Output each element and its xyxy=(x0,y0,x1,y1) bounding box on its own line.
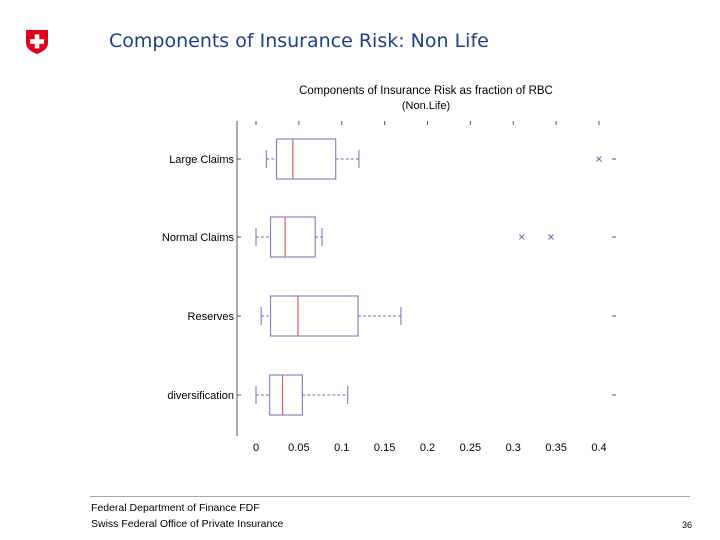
outlier-point xyxy=(519,235,524,240)
category-label: Large Claims xyxy=(169,154,234,166)
box-diversification xyxy=(167,375,616,415)
x-tick-label: 0.3 xyxy=(505,442,521,454)
x-tick-label: 0.4 xyxy=(591,442,607,454)
category-label: Normal Claims xyxy=(161,232,234,244)
box-iqr xyxy=(271,217,316,257)
box-normal-claims xyxy=(162,217,616,257)
x-tick-label: 0.35 xyxy=(545,442,567,454)
x-tick-label: 0.05 xyxy=(288,442,310,454)
outlier-point xyxy=(548,235,553,240)
x-tick-label: 0.25 xyxy=(459,442,482,454)
x-tick-label: 0 xyxy=(252,442,260,454)
top-tick-marks xyxy=(256,121,599,125)
footer-office: Swiss Federal Office of Private Insurance xyxy=(91,518,284,530)
footer-department: Federal Department of Finance FDF xyxy=(91,502,260,514)
page-title: Components of Insurance Risk: Non Life xyxy=(109,30,489,52)
page-number: 36 xyxy=(681,520,692,530)
category-label: Reserves xyxy=(187,311,234,323)
footer-divider xyxy=(90,496,690,497)
box-iqr xyxy=(270,375,303,415)
x-tick-labels xyxy=(253,442,607,454)
x-tick-label: 0.15 xyxy=(373,442,396,454)
x-tick-label: 0.2 xyxy=(419,442,436,454)
box-reserves xyxy=(188,296,616,336)
box-iqr xyxy=(277,139,336,179)
boxes xyxy=(162,139,616,415)
category-label: diversification xyxy=(167,390,234,402)
chart-subtitle: (Non.Life) xyxy=(401,100,451,112)
box-iqr xyxy=(271,296,358,336)
outlier-point xyxy=(597,157,602,162)
x-tick-label: 0.1 xyxy=(334,442,350,454)
chart-title: Components of Insurance Risk as fraction of RBC xyxy=(299,85,553,97)
box-large-claims xyxy=(169,139,616,179)
